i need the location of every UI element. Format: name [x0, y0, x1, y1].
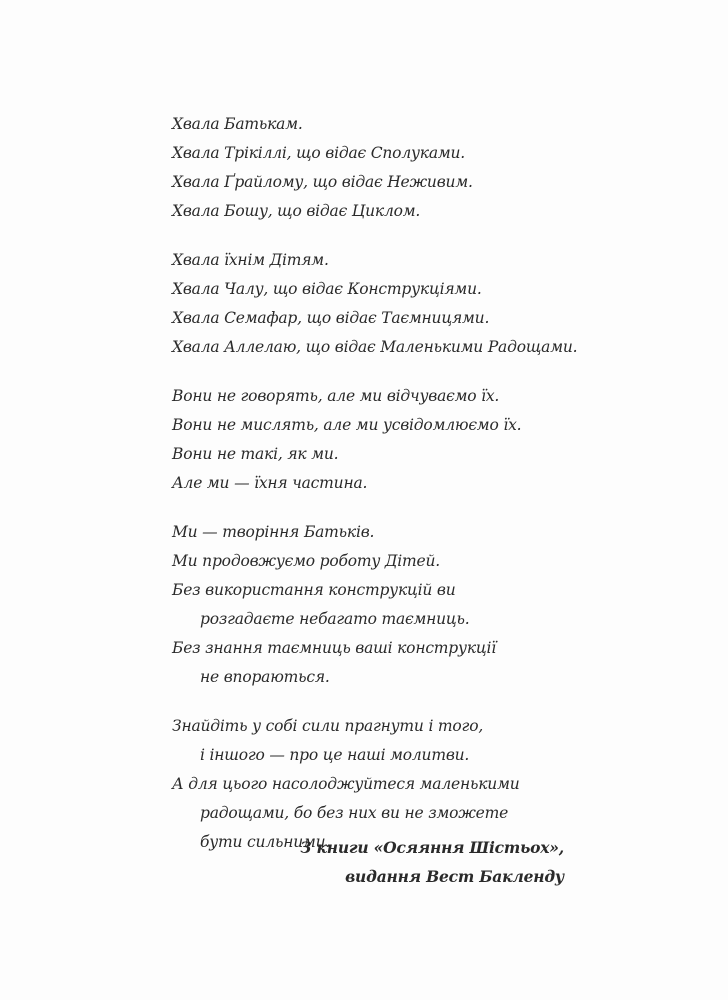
poem-line: бути сильними. — [200, 833, 331, 851]
poem-line: не впораються. — [200, 668, 330, 686]
attribution-edition: видання Вест Бакленду — [345, 867, 564, 886]
attribution — [172, 833, 564, 891]
stanza-we — [172, 518, 572, 692]
stanza-praise-children — [172, 246, 578, 362]
poem-line: Хвала Батькам. — [172, 115, 303, 133]
poem-line: Хвала Семафар, що відає Таємницями. — [172, 309, 490, 327]
poem-line: Хвала Чалу, що відає Конструкціями. — [172, 280, 482, 298]
poem — [172, 110, 578, 877]
poem-line: А для цього насолоджуйтеся маленькими — [172, 775, 520, 793]
poem-line: Хвала Ґрайлому, що відає Неживим. — [172, 173, 473, 191]
poem-line: радощами, бо без них ви не зможете — [200, 804, 509, 822]
poem-line: Вони не мислять, але ми усвідомлюємо їх. — [172, 416, 522, 434]
stanza-they — [172, 382, 572, 498]
poem-line: Хвала Аллелаю, що відає Маленькими Радощами. — [172, 338, 578, 356]
poem-line: Вони не такі, як ми. — [172, 445, 339, 463]
attribution-source: З книги «Осяяння Шістьох», — [300, 838, 564, 857]
poem-line: Але ми — їхня частина. — [172, 474, 368, 492]
stanza-praise-parents — [172, 110, 572, 226]
poem-line: Вони не говорять, але ми відчуваємо їх. — [172, 387, 500, 405]
poem-line: Ми продовжуємо роботу Дітей. — [172, 552, 440, 570]
poem-line: Знайдіть у собі сили прагнути і того, — [172, 717, 484, 735]
poem-line: і іншого — про це наші молитви. — [200, 746, 470, 764]
poem-line: Без знання таємниць ваші конструкції — [172, 639, 497, 657]
poem-line: Хвала Трікіллі, що відає Сполуками. — [172, 144, 466, 162]
poem-line: Хвала Бошу, що відає Циклом. — [172, 202, 421, 220]
poem-line: Ми — творіння Батьків. — [172, 523, 375, 541]
poem-line: Без використання конструкцій ви — [172, 581, 456, 599]
poem-line: розгадаєте небагато таємниць. — [200, 610, 470, 628]
poem-line: Хвала їхнім Дітям. — [172, 251, 329, 269]
